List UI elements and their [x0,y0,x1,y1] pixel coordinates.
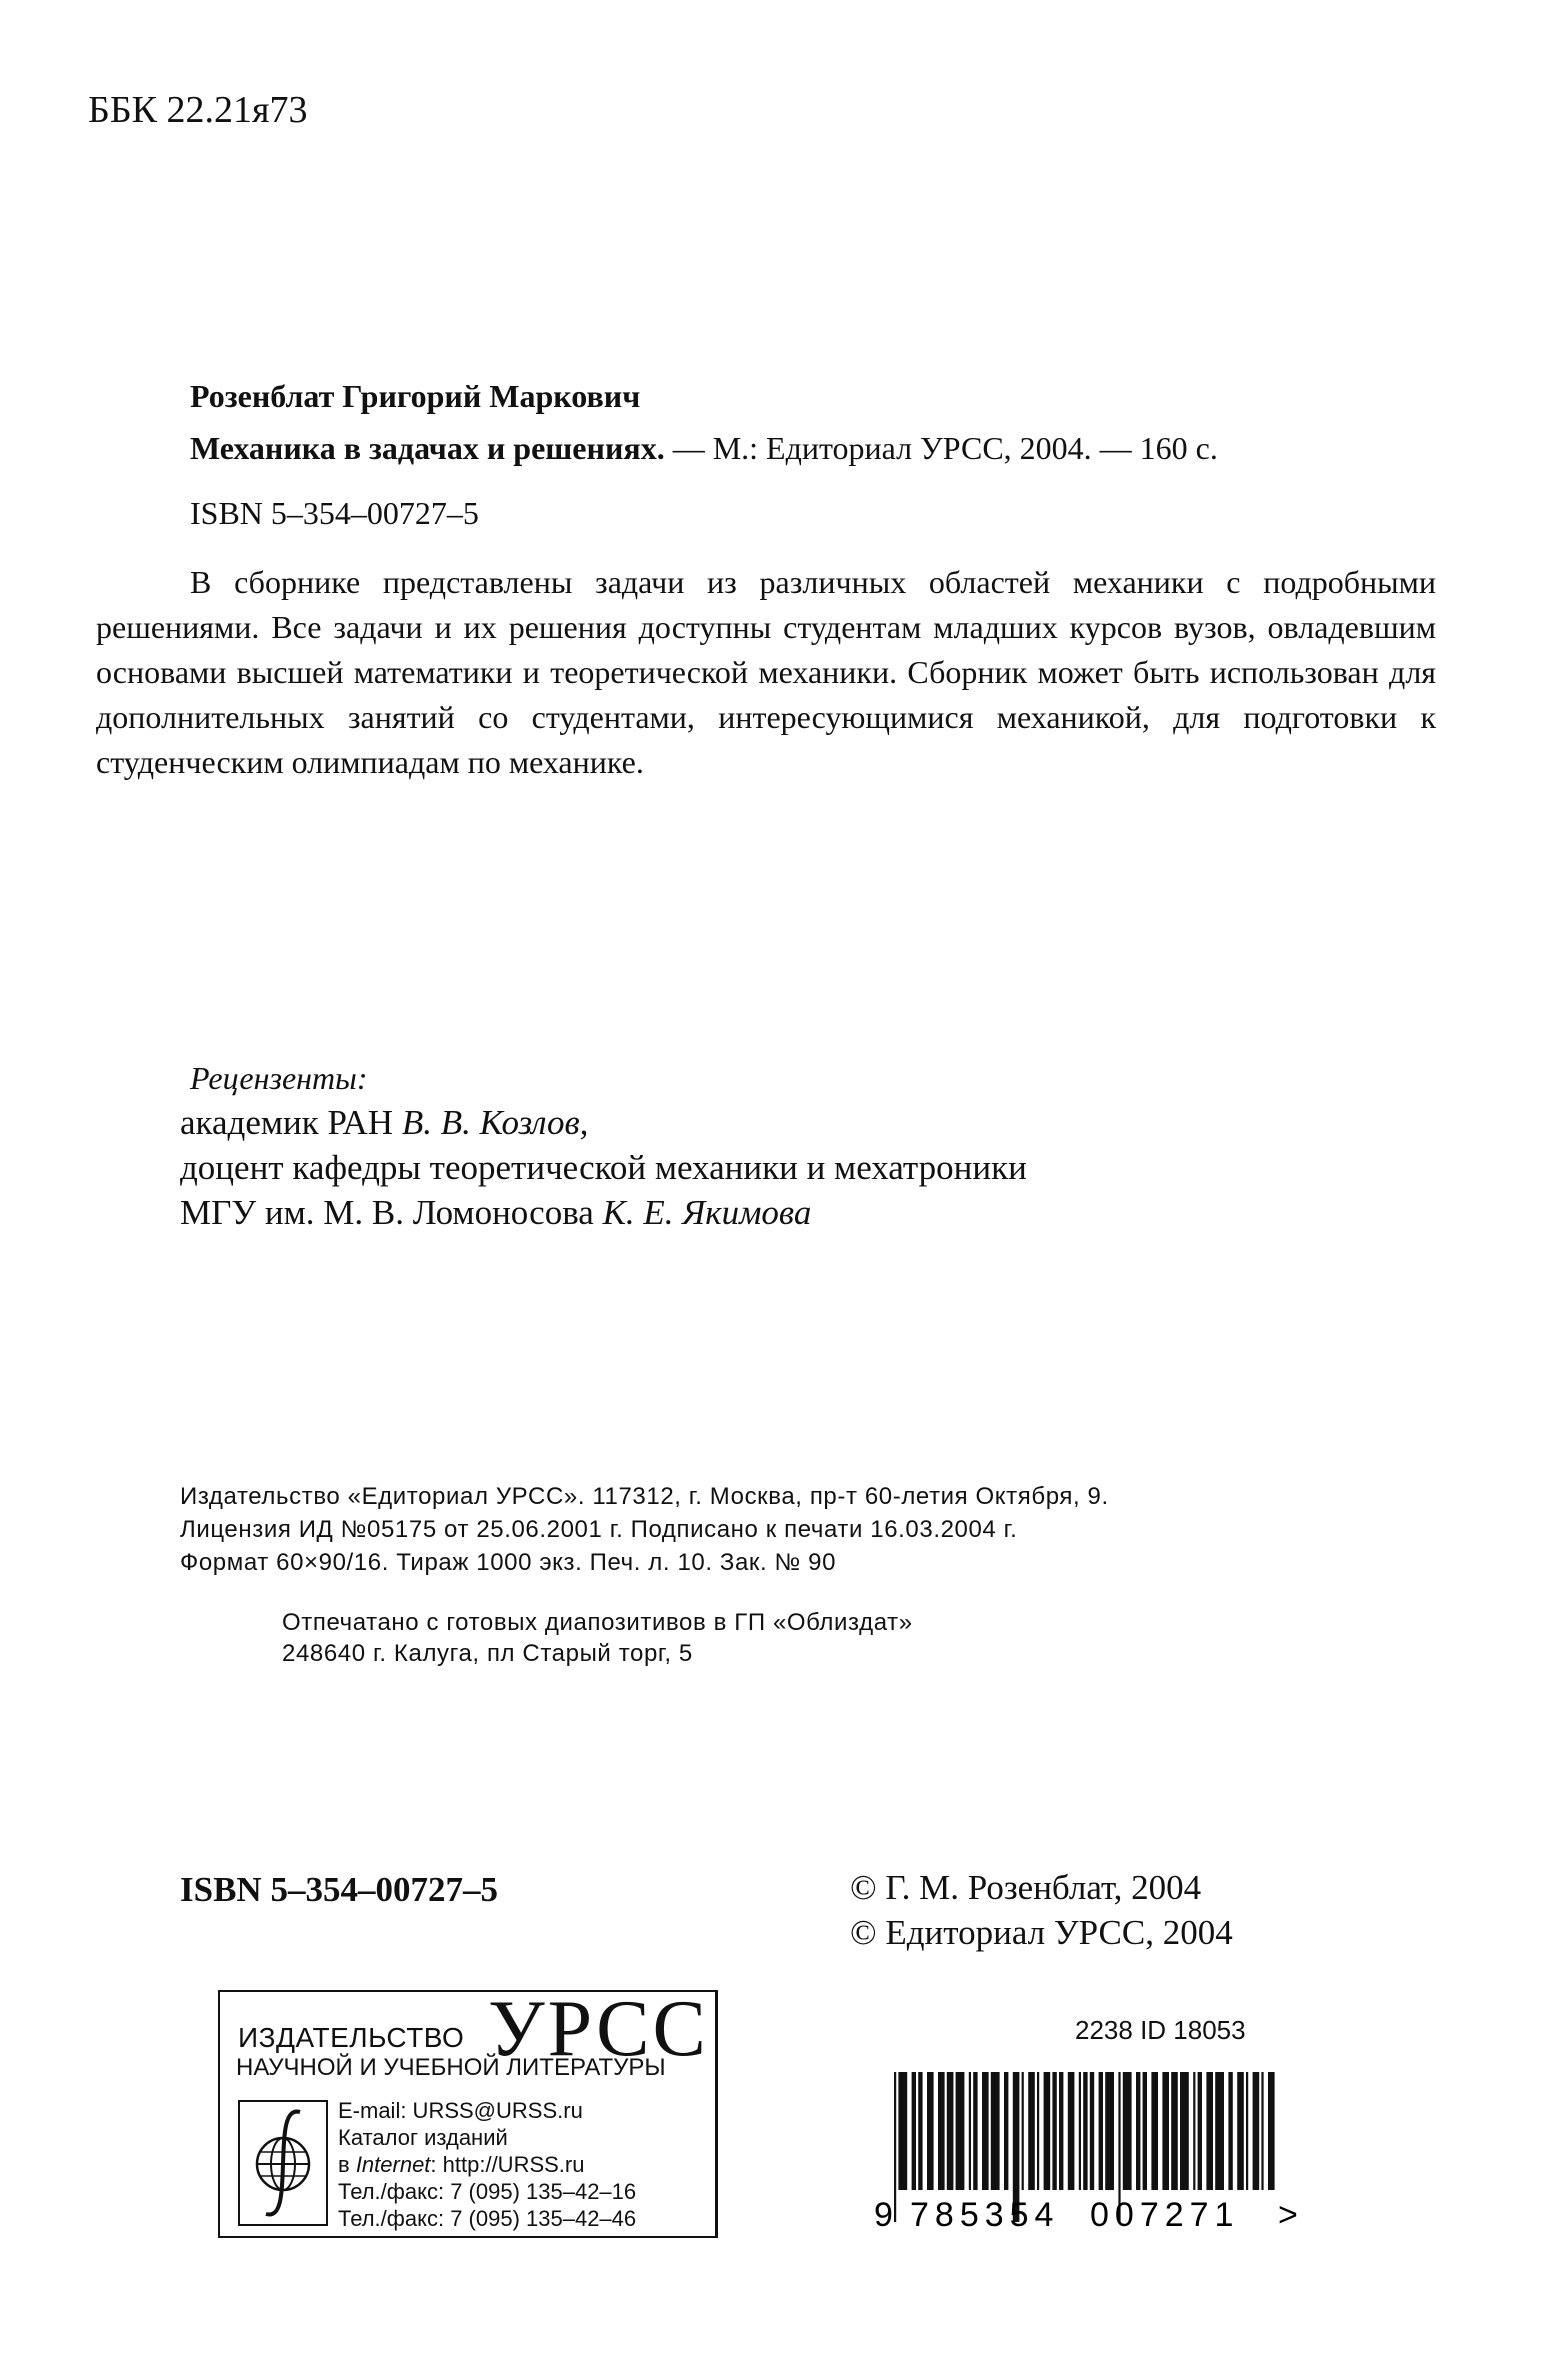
barcode-bar [894,2072,896,2222]
barcode-bar [1237,2072,1244,2190]
barcode-bar [1253,2072,1260,2190]
barcode-bar [947,2072,954,2190]
barcode-bar [912,2072,916,2190]
reviewer-1-title: академик РАН [180,1103,402,1142]
publisher-brand: УРСС [488,1985,709,2073]
publisher-website [338,2152,584,2178]
barcode-bar [1180,2072,1189,2190]
barcode-bar [927,2072,934,2190]
barcode-bar [1143,2072,1147,2190]
printed-line-1: Отпечатано с готовых диапозитивов в ГП «Облиздат» [282,1609,913,1636]
barcode-bar [1261,2072,1263,2190]
barcode-bar [973,2072,977,2190]
globe-integral-icon [238,2100,328,2226]
barcode-bar [1059,2072,1063,2190]
barcode-bar [1090,2072,1094,2190]
reviewer-line-3 [180,1193,811,1233]
publisher-logo [218,1985,718,2238]
barcode-bar [1215,2072,1224,2190]
reviewers-heading: Рецензенты: [190,1060,368,1096]
barcode-bar [1136,2072,1140,2190]
barcode-digit-first: 9 [874,2196,893,2232]
barcode-bar [1004,2072,1008,2190]
barcode-bar [1198,2072,1202,2190]
reviewer-line-2: доцент кафедры теоретической механики и мехатроники [180,1148,1027,1187]
barcode-bar [1268,2072,1275,2190]
isbn-bottom: ISBN 5–354–00727–5 [180,1870,498,1909]
copyright-author: © Г. М. Розенблат, 2004 [850,1868,1202,1907]
barcode-bar [982,2072,989,2190]
website-internet: Internet [355,2152,431,2177]
imprint-line-1: Издательство «Едиториал УРСС». 117312, г. Москва, пр-т 60-летия Октября, 9. [180,1483,1109,1510]
reviewer-line-1 [180,1103,588,1143]
barcode-digits-left: 785354 [910,2196,1060,2232]
copyright-publisher: © Едиториал УРСС, 2004 [850,1913,1233,1952]
isbn-top: ISBN 5–354–00727–5 [190,495,479,531]
bibliographic-entry [190,430,1218,467]
barcode-bar [1022,2072,1024,2190]
publisher-catalog: Каталог изданий [338,2125,508,2150]
barcode-bar [1079,2072,1081,2190]
imprint-line-3: Формат 60×90/16. Тираж 1000 экз. Печ. л. 10. Зак. № 90 [180,1549,837,1576]
barcode-bar [1123,2072,1132,2190]
barcode-bar [1193,2072,1195,2190]
isbn-barcode [870,2072,1310,2237]
barcode-bar [1171,2072,1178,2190]
barcode-arrow: > [1278,2196,1298,2232]
barcode-bar [1044,2072,1051,2190]
author-name: Розенблат Григорий Маркович [190,378,641,414]
barcode-bar [1162,2072,1169,2190]
publisher-subtitle: НАУЧНОЙ И УЧЕБНОЙ ЛИТЕРАТУРЫ [236,2054,666,2081]
publication-info: — М.: Едиториал УРСС, 2004. — 160 с. [664,430,1218,466]
barcode-bar [898,2072,907,2190]
barcode-bar [991,2072,1000,2190]
publisher-email: E-mail: URSS@URSS.ru [338,2098,583,2123]
book-title: Механика в задачах и решениях. [190,430,665,466]
abstract: В сборнике представлены задачи из различных областей механики с подробными решениями. Все задачи и их решения доступны студентам младших курсов вузов, овладевшим основами высшей математики и теоретической механики. Сборник может быть использован для дополнительных занятий со студентами, интересующимися механикой, для подготовки к студенческим олимпиадам по механике. [96,564,1436,780]
barcode-bar [1099,2072,1103,2190]
barcode-bar [1052,2072,1056,2190]
barcode-bar [1206,2072,1213,2190]
barcode-bar [1068,2072,1075,2190]
bbk-code: ББК 22.21я73 [88,89,308,131]
printed-line-2: 248640 г. Калуга, пл Старый торг, 5 [282,1640,693,1667]
barcode-bar [1083,2072,1087,2190]
barcode-id: 2238 ID 18053 [1075,2015,1246,2045]
imprint-line-2: Лицензия ИД №05175 от 25.06.2001 г. Подписано к печати 16.03.2004 г. [180,1516,1018,1543]
publisher-phone-1: Тел./факс: 7 (095) 135–42–16 [338,2179,637,2204]
publisher-phone-2: Тел./факс: 7 (095) 135–42–46 [338,2206,637,2231]
barcode-bar [1151,2072,1158,2190]
barcode-digits-right: 007271 [1090,2196,1240,2232]
reviewer-2-affiliation: МГУ им. М. В. Ломоносова [180,1193,603,1232]
barcode-bar [1028,2072,1035,2190]
barcode-bar [938,2072,945,2190]
reviewer-2-name: К. Е. Якимова [602,1193,812,1232]
barcode-bar [1037,2072,1039,2190]
barcode-bar [956,2072,965,2190]
barcode-bar [1228,2072,1232,2190]
reviewer-1-name: В. В. Козлов, [401,1103,589,1142]
barcode-bar [969,2072,971,2190]
barcode-bar [1246,2072,1248,2190]
website-prefix: в [338,2152,356,2177]
publisher-label: ИЗДАТЕЛЬСТВО [238,2022,465,2053]
website-url: : http://URSS.ru [430,2152,585,2177]
barcode-bar [1105,2072,1114,2190]
barcode-bar [918,2072,922,2190]
